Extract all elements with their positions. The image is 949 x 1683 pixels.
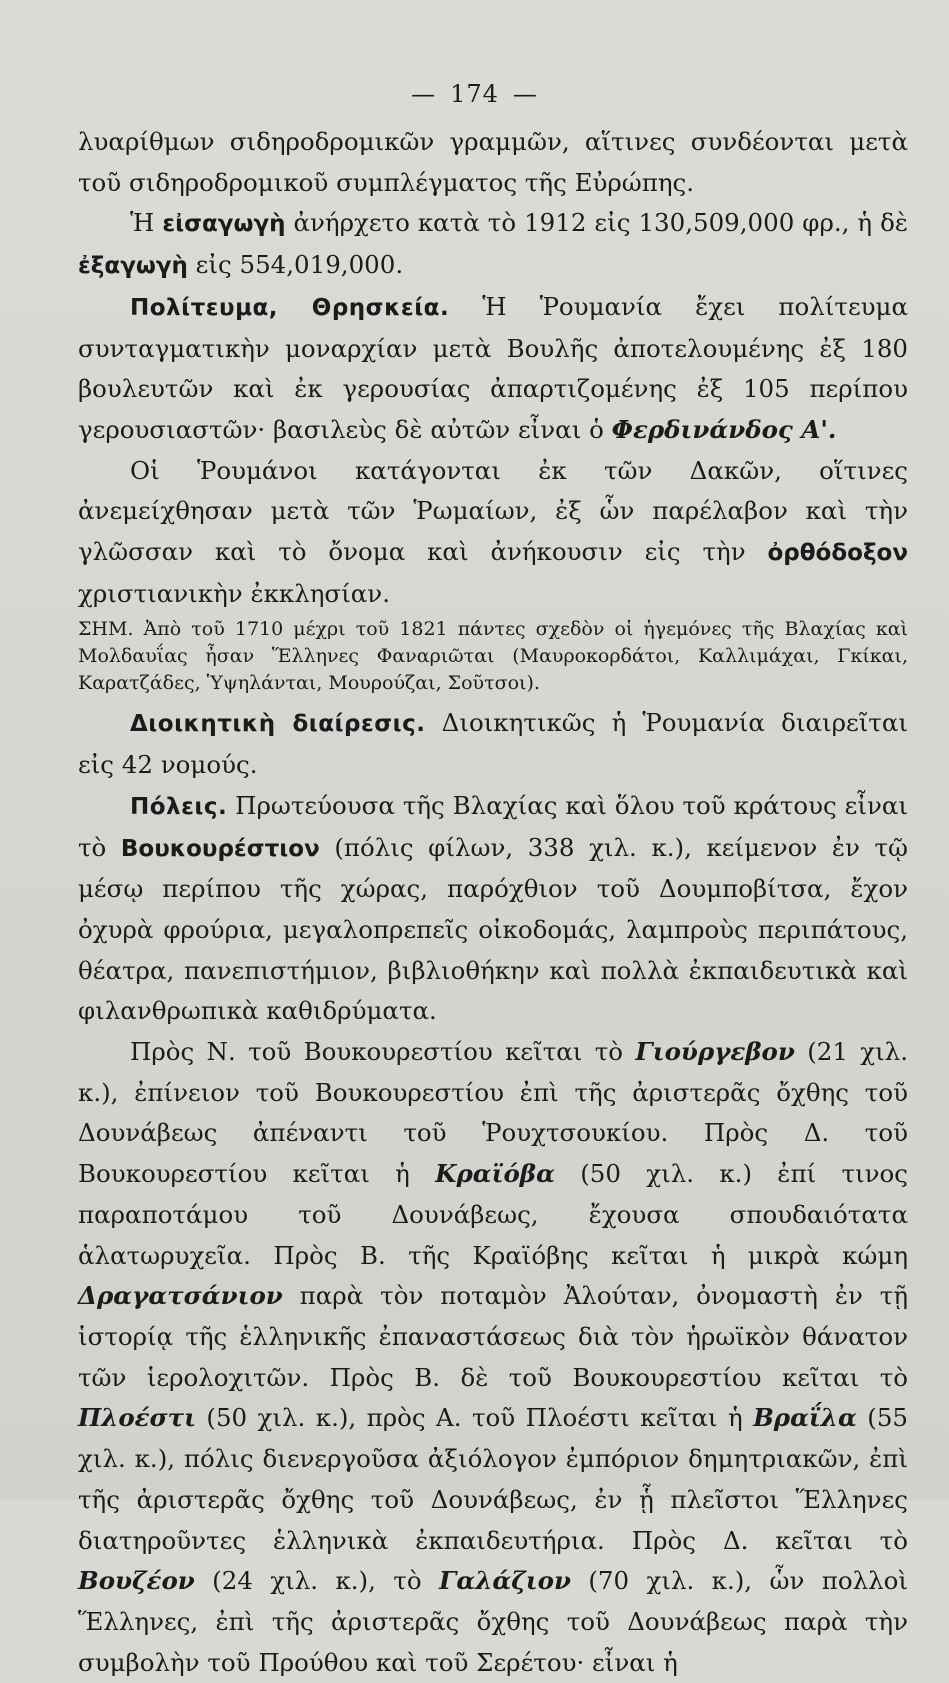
text-run: χριστιανικὴν ἐκκλησίαν. bbox=[78, 578, 390, 608]
page-number: 174 bbox=[450, 80, 499, 108]
text-run: (50 χιλ. κ.) ἐπί τινος παραποτάμου τοῦ Δουνάβεως, ἔχουσα σπουδαιότατα ἁλατωρυχεῖα. Πρὸς Β. τῆς Κραϊόβης κεῖται ἡ μικρὰ κώμη bbox=[78, 1159, 908, 1270]
text-run: ἀνήρχετο κατὰ τὸ 1912 εἰς 130,509,000 φρ., ἡ δὲ bbox=[285, 208, 908, 238]
text-run: Ἡ Ῥουμανία ἔχει πολίτευμα συνταγματικὴν μοναρχίαν μετὰ Βουλῆς ἀποτελουμένης ἐξ 180 βουλευτῶν καὶ ἐκ γερουσίας ἀπαρτιζομένης ἐξ 105 περίπου γερουσιαστῶν· βασιλεὺς δὲ αὐτῶν εἶναι ὁ bbox=[78, 291, 909, 444]
paragraph-government bbox=[78, 287, 908, 451]
text-run: παρὰ τὸν ποταμὸν Ἀλούταν, ὀνομαστὴ ἐν τῇ ἱστορίᾳ τῆς ἑλληνικῆς ἐπαναστάσεως διὰ τὸν ἡρωϊκὸν θάνατον τῶν ἱερολοχιτῶν. Πρὸς Β. δὲ τοῦ Βουκουρεστίου κεῖται τὸ bbox=[78, 1281, 908, 1392]
name-dragasani: Δραγατσάνιον bbox=[78, 1281, 283, 1311]
footnote-phanariots: ΣΗΜ. Ἀπὸ τοῦ 1710 μέχρι τοῦ 1821 πάντες σχεδὸν οἱ ἡγεμόνες τῆς Βλαχίας καὶ Μολδαυΐας ἦσαν Ἕλληνες Φαναριῶται (Μαυροκορδάτοι, Καλλιμάχαι, Γκίκαι, Καρατζάδες, Ὑψηλάνται, Μουρούζαι, Σοῦτσοι). bbox=[78, 618, 908, 695]
paragraph-other-cities bbox=[78, 1032, 908, 1683]
text-run: (πόλις φίλων, 338 χιλ. κ.), κείμενον ἐν τῷ μέσῳ περίπου τῆς χώρας, παρόχθιον τοῦ Δουμποβίτσα, ἔχον ὀχυρὰ φρούρια, μεγαλοπρεπεῖς οἰκοδομάς, λαμπροὺς περιπάτους, θέατρα, πανεπιστήμιον, βιβλιοθήκην καὶ πολλὰ ἐκπαιδευτικὰ καὶ φιλανθρωπικὰ καθιδρύματα. bbox=[78, 832, 908, 1026]
name-braila: Βραΐλα bbox=[753, 1403, 857, 1433]
paragraph-administration bbox=[78, 703, 908, 785]
text-run: Οἱ Ῥουμάνοι κατάγονται ἐκ τῶν Δακῶν, οἵτινες ἀνεμείχθησαν μετὰ τῶν Ῥωμαίων, ἐξ ὧν παρέλαβον καὶ τὴν γλῶσσαν καὶ τὸ ὄνομα καὶ ἀνήκουσιν εἰς τὴν bbox=[78, 455, 908, 567]
term-imports: εἰσαγωγὴ bbox=[162, 211, 286, 238]
page-number-header bbox=[0, 80, 949, 108]
name-bucharest: Βουκουρέστιον bbox=[120, 835, 320, 862]
section-heading-cities: Πόλεις. bbox=[130, 793, 228, 820]
name-ploiesti: Πλοέστι bbox=[78, 1403, 196, 1433]
name-buzau: Βουζέον bbox=[78, 1566, 195, 1596]
name-galati: Γαλάζιον bbox=[438, 1566, 571, 1596]
section-heading-administration: Διοικητικὴ διαίρεσις. bbox=[130, 711, 426, 738]
term-orthodox: ὀρθόδοξον bbox=[767, 540, 908, 567]
paragraph-railways: λυαρίθμων σιδηροδρομικῶν γραμμῶν, αἵτινες συνδέονται μετὰ τοῦ σιδηροδρομικοῦ συμπλέγματος τῆς Εὐρώπης. bbox=[78, 127, 908, 197]
text-run: Διοικητικῶς ἡ Ῥουμανία διαιρεῖται εἰς 42 νομούς. bbox=[78, 708, 908, 780]
body-text bbox=[78, 122, 908, 1683]
section-heading-government: Πολίτευμα, Θρησκεία. bbox=[130, 294, 450, 321]
name-ferdinand: Φερδινάνδος Α'. bbox=[611, 414, 837, 444]
page-number-dash-left: — bbox=[411, 80, 437, 108]
text-run: (50 χιλ. κ.), πρὸς Α. τοῦ Πλοέστι κεῖται ἡ bbox=[195, 1403, 754, 1433]
paragraph-cities bbox=[78, 786, 908, 1032]
name-craiova: Κραϊόβα bbox=[435, 1159, 555, 1189]
text-run: Ἡ bbox=[130, 208, 163, 238]
page-number-dash-right: — bbox=[512, 80, 538, 108]
text-run: (24 χιλ. κ.), τὸ bbox=[194, 1566, 439, 1596]
text-run: (21 χιλ. κ.), ἐπίνειον τοῦ Βουκουρεστίου ἐπὶ τῆς ἀριστερᾶς ὄχθης τοῦ Δουνάβεως ἀπέναντι τοῦ Ῥουχτσουκίου. Πρὸς Δ. τοῦ Βουκουρεστίου κεῖται ἡ bbox=[78, 1037, 908, 1189]
term-exports: ἐξαγωγὴ bbox=[78, 253, 188, 280]
paragraph-origins bbox=[78, 451, 908, 615]
text-run: εἰς 554,019,000. bbox=[187, 250, 404, 280]
name-giurgiu: Γιούργεβον bbox=[635, 1037, 795, 1067]
text-run: (70 χιλ. κ.), ὧν πολλοὶ Ἕλληνες, ἐπὶ τῆς ἀριστερᾶς ὄχθης τοῦ Δουνάβεως παρὰ τὴν συμβολὴν τοῦ Προύθου καὶ τοῦ Σερέτου· εἶναι ἡ bbox=[78, 1566, 908, 1677]
text-run: Πρὸς Ν. τοῦ Βουκουρεστίου κεῖται τὸ bbox=[130, 1037, 636, 1067]
text-run: (55 χιλ. κ.), πόλις διενεργοῦσα ἀξιόλογον ἐμπόριον δημητριακῶν, ἐπὶ τῆς ἀριστερᾶς ὄχθης τοῦ Δουνάβεως, ἐν ᾗ πλεῖστοι Ἕλληνες διατηροῦντες ἑλληνικὰ ἐκπαιδευτήρια. Πρὸς Δ. κεῖται τὸ bbox=[78, 1403, 908, 1555]
paragraph-trade bbox=[78, 203, 908, 286]
text-run: Πρωτεύουσα τῆς Βλαχίας καὶ ὅλου τοῦ κράτους εἶναι τὸ bbox=[78, 790, 908, 862]
